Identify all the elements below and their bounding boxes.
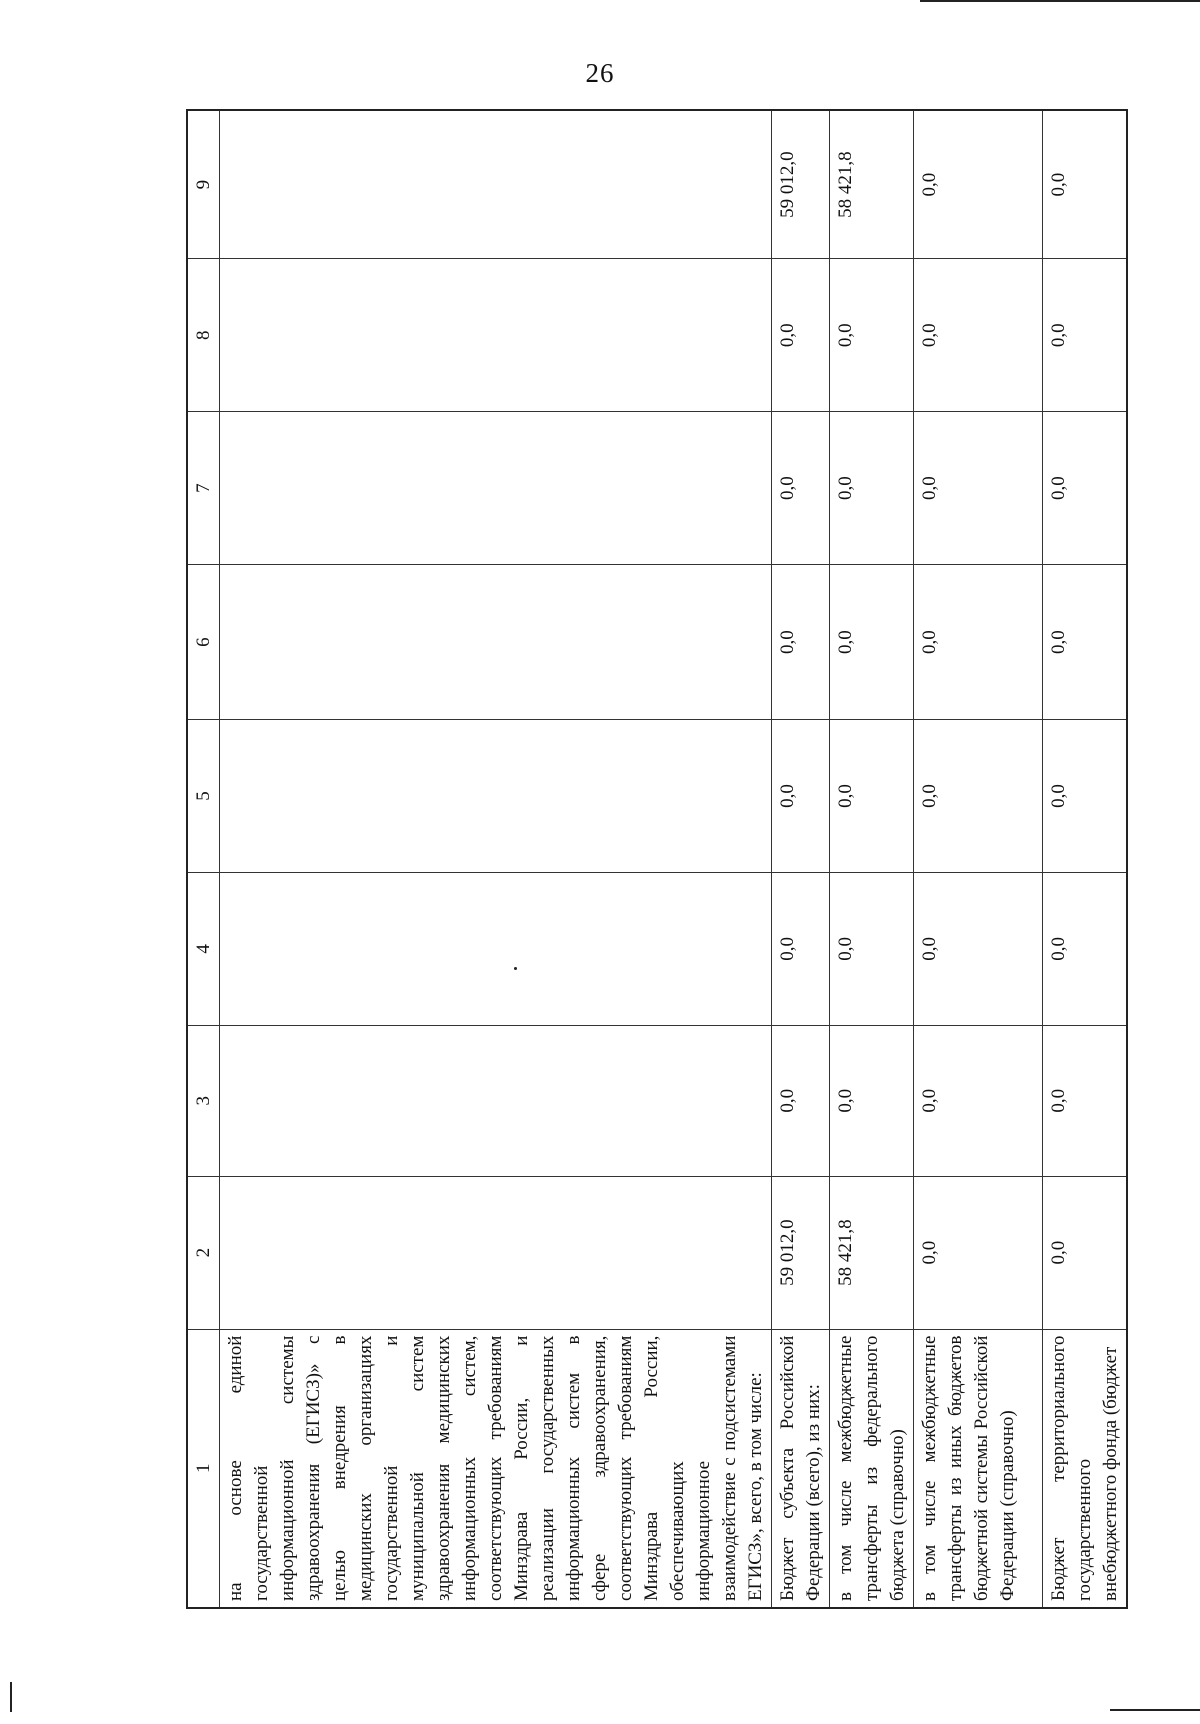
header-cell-col1: 1 bbox=[187, 1329, 220, 1608]
cell-col7: 0,0 bbox=[1043, 412, 1128, 565]
cell-col6: 0,0 bbox=[914, 565, 1043, 720]
cell-col2: 58 421,8 bbox=[830, 1176, 914, 1329]
header-cell-col6: 6 bbox=[187, 565, 220, 720]
cell-col2: 59 012,0 bbox=[772, 1176, 830, 1329]
header-cell-col3: 3 bbox=[187, 1025, 220, 1176]
row-label: в том числе межбюджетные трансферты из иных бюджетов бюджетной системы Российской Федерации (справочно) bbox=[914, 1329, 1043, 1608]
cell-col9 bbox=[220, 110, 772, 259]
cell-col3 bbox=[220, 1025, 772, 1176]
budget-table bbox=[186, 109, 1128, 1609]
cell-col4 bbox=[220, 872, 772, 1025]
cell-col3: 0,0 bbox=[1043, 1025, 1128, 1176]
cell-col8: 0,0 bbox=[1043, 259, 1128, 412]
row-label: в том числе межбюджетные трансферты из федерального бюджета (справочно) bbox=[830, 1329, 914, 1608]
cell-col9: 0,0 bbox=[1043, 110, 1128, 259]
cell-col2 bbox=[220, 1176, 772, 1329]
header-cell-col9: 9 bbox=[187, 110, 220, 259]
cell-col7 bbox=[220, 412, 772, 565]
scan-edge-mark-right bbox=[1110, 1709, 1200, 1711]
table-row bbox=[914, 110, 1043, 1608]
cell-col5: 0,0 bbox=[772, 720, 830, 873]
table-header-row bbox=[187, 110, 220, 1608]
cell-col6: 0,0 bbox=[830, 565, 914, 720]
cell-col5: 0,0 bbox=[914, 720, 1043, 873]
table-row bbox=[772, 110, 830, 1608]
row-label: Бюджет субъекта Российской Федерации (всего), из них: bbox=[772, 1329, 830, 1608]
cell-col3: 0,0 bbox=[772, 1025, 830, 1176]
header-cell-col7: 7 bbox=[187, 412, 220, 565]
cell-col5 bbox=[220, 720, 772, 873]
header-cell-col4: 4 bbox=[187, 872, 220, 1025]
cell-col5: 0,0 bbox=[1043, 720, 1128, 873]
scan-edge-mark-left bbox=[10, 1682, 12, 1712]
cell-col4: 0,0 bbox=[772, 872, 830, 1025]
top-border-line bbox=[920, 0, 1200, 2]
cell-col9: 58 421,8 bbox=[830, 110, 914, 259]
cell-col2: 0,0 bbox=[1043, 1176, 1128, 1329]
cell-col8: 0,0 bbox=[914, 259, 1043, 412]
cell-col7: 0,0 bbox=[772, 412, 830, 565]
table-row bbox=[1043, 110, 1128, 1608]
table-row bbox=[830, 110, 914, 1608]
cell-col5: 0,0 bbox=[830, 720, 914, 873]
row-label: Бюджет территориального государственного внебюджетного фонда (бюджет bbox=[1043, 1329, 1128, 1608]
header-cell-col8: 8 bbox=[187, 259, 220, 412]
cell-col8: 0,0 bbox=[772, 259, 830, 412]
scan-speck bbox=[514, 967, 517, 970]
table-row bbox=[220, 110, 772, 1608]
cell-col4: 0,0 bbox=[1043, 872, 1128, 1025]
cell-col8: 0,0 bbox=[830, 259, 914, 412]
cell-col7: 0,0 bbox=[914, 412, 1043, 565]
cell-col3: 0,0 bbox=[830, 1025, 914, 1176]
cell-col6 bbox=[220, 565, 772, 720]
cell-col6: 0,0 bbox=[1043, 565, 1128, 720]
header-cell-col2: 2 bbox=[187, 1176, 220, 1329]
table-container bbox=[186, 109, 1121, 1609]
cell-col3: 0,0 bbox=[914, 1025, 1043, 1176]
cell-col9: 59 012,0 bbox=[772, 110, 830, 259]
cell-col8 bbox=[220, 259, 772, 412]
cell-col6: 0,0 bbox=[772, 565, 830, 720]
cell-col7: 0,0 bbox=[830, 412, 914, 565]
page-number: 26 bbox=[585, 58, 615, 88]
row-label: на основе единой государственной информационной системы здравоохранения (ЕГИСЗ)» с целью внедрения в медицинских организациях государственной и муниципальной систем здравоохранения медицинских информационных систем, соответствующих требованиям Минздрава России, и реализации государственных информационных систем в сфере здравоохранения, соответствующих требованиям Минздрава России, обеспечивающих информационное взаимодействие с подсистемами ЕГИСЗ», всего, в том числе: bbox=[220, 1329, 772, 1608]
header-cell-col5: 5 bbox=[187, 720, 220, 873]
cell-col4: 0,0 bbox=[914, 872, 1043, 1025]
rotated-table-frame bbox=[186, 109, 1121, 1609]
cell-col4: 0,0 bbox=[830, 872, 914, 1025]
cell-col2: 0,0 bbox=[914, 1176, 1043, 1329]
cell-col9: 0,0 bbox=[914, 110, 1043, 259]
